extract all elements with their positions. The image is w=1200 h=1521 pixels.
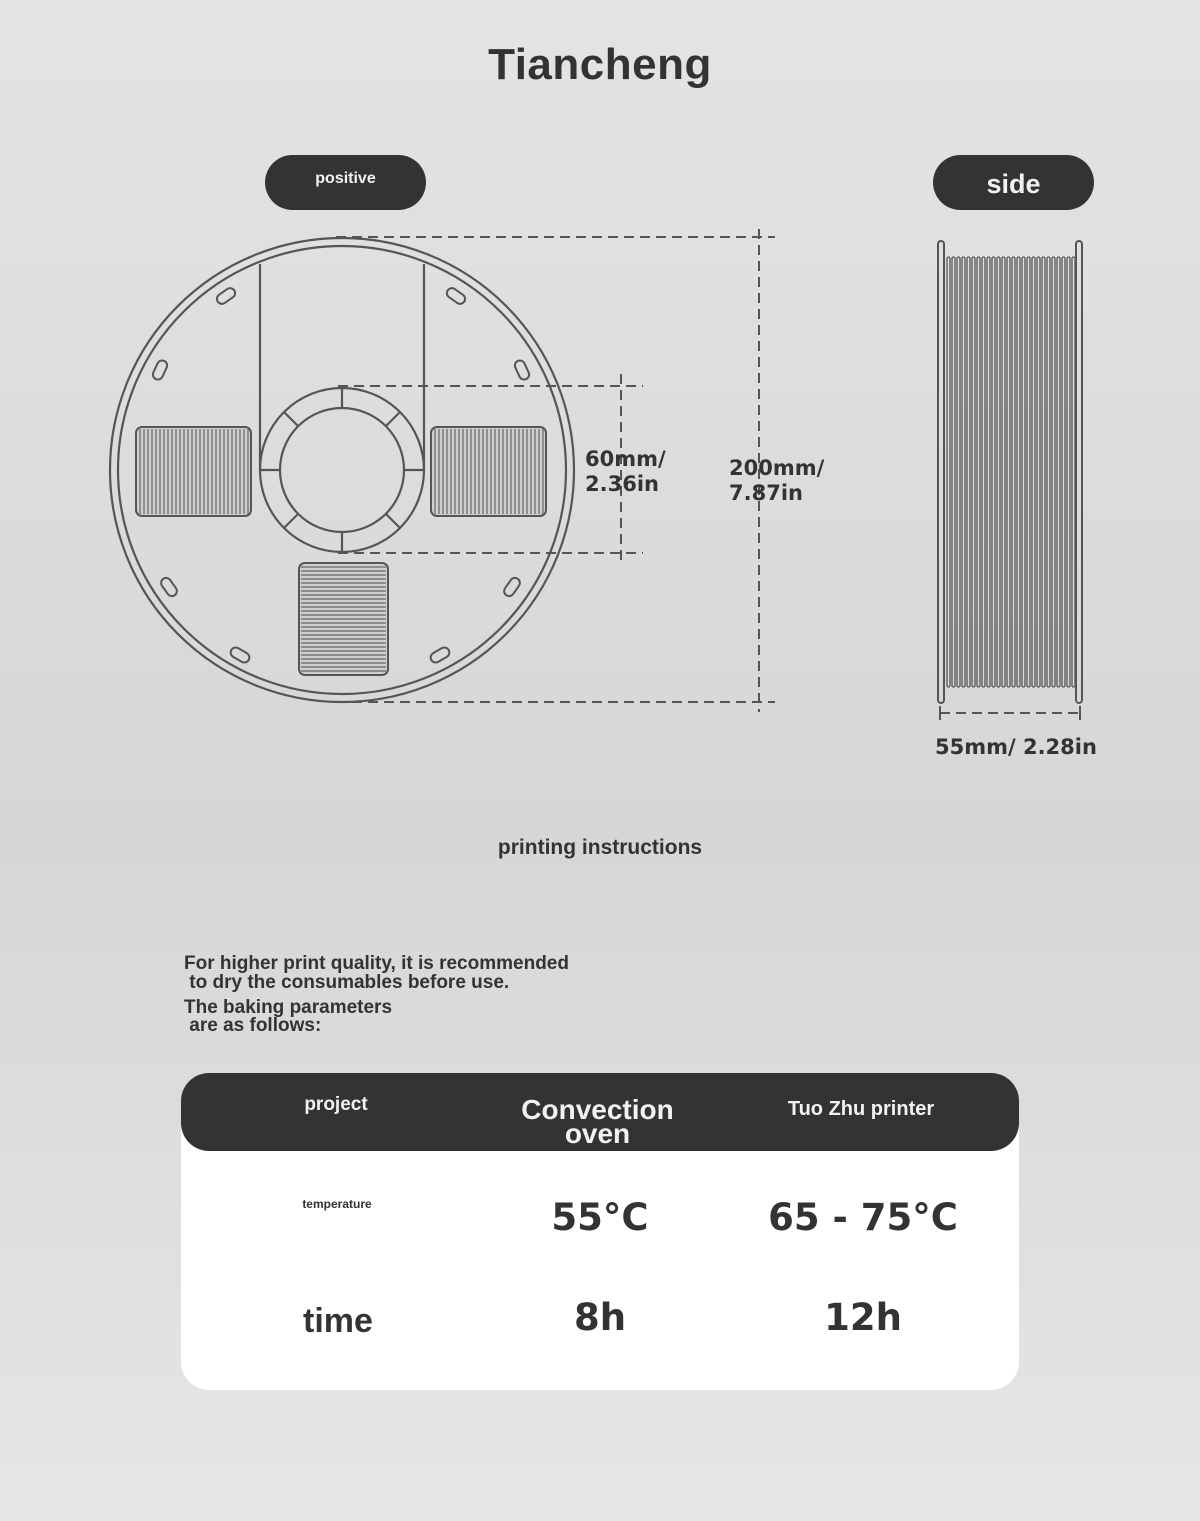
hub-ribs <box>260 388 424 552</box>
inner-diameter-line2: 2.36in <box>585 472 659 496</box>
front-view-label-text: positive <box>315 169 376 187</box>
hub-inner <box>280 408 404 532</box>
header-project: project <box>304 1094 368 1115</box>
note-line-2: to dry the consumables before use. <box>184 972 510 993</box>
filament-window-right <box>431 427 546 516</box>
side-view-label-text: side <box>986 169 1041 199</box>
outer-diameter-line1: 200mm/ <box>729 456 825 480</box>
printing-instructions-title: printing instructions <box>497 836 703 859</box>
row-temperature-label: temperature <box>302 1197 372 1211</box>
inner-diameter-label <box>585 447 666 497</box>
brand-title: Tiancheng <box>488 40 712 89</box>
width-label: 55mm/ 2.28in <box>935 735 1097 759</box>
filament-window-left <box>136 427 251 516</box>
row-time-printer: 12h <box>824 1296 902 1339</box>
inner-diameter-line1: 60mm/ <box>585 447 666 471</box>
spool-side-diagram <box>938 241 1082 703</box>
filament-window-bottom <box>299 563 388 675</box>
row-time-oven: 8h <box>573 1296 627 1339</box>
note-line-4: are as follows: <box>184 1015 322 1036</box>
note-line-1: For higher print quality, it is recommended <box>184 953 569 974</box>
header-convection-oven: Convection oven <box>521 1094 674 1149</box>
row-temperature-oven: 55°C <box>551 1196 649 1239</box>
side-flange-right <box>1076 241 1082 703</box>
row-temperature-printer: 65 - 75°C <box>768 1196 958 1239</box>
row-time-label: time <box>303 1302 373 1340</box>
note-line-3: The baking parameters <box>184 997 393 1018</box>
outer-diameter-label <box>729 456 824 506</box>
side-flange-left <box>938 241 944 703</box>
outer-diameter-line2: 7.87in <box>729 481 803 505</box>
header-tuo-zhu-printer: Tuo Zhu printer <box>787 1098 935 1120</box>
